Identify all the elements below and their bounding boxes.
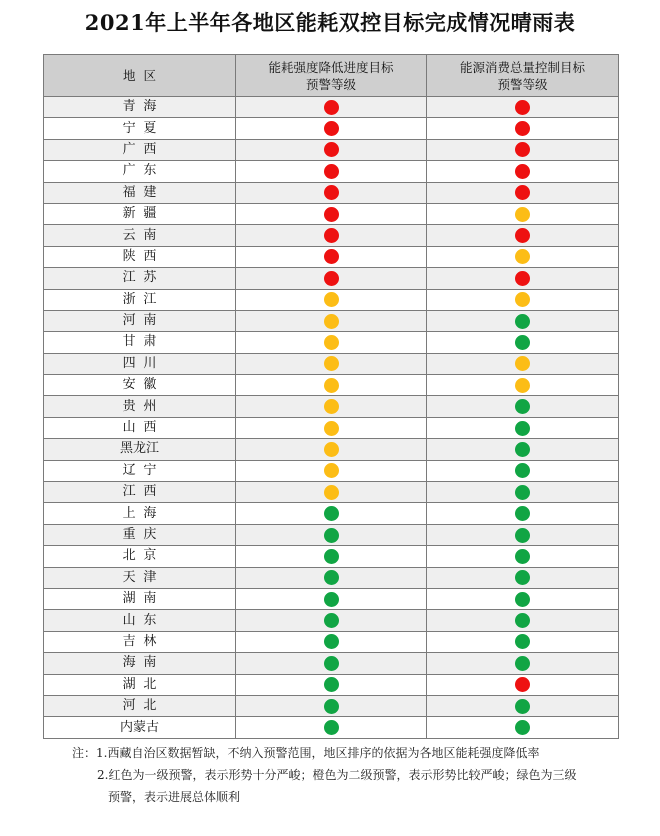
warning-dot-red: [324, 185, 339, 200]
footnote-1: 注：1.西藏自治区数据暂缺，不纳入预警范围，地区排序的依据为各地区能耗强度降低率: [72, 746, 540, 760]
region-cell: [44, 289, 236, 310]
region-cell: [44, 182, 236, 203]
table-row: [44, 524, 619, 545]
region-cell: [44, 268, 236, 289]
table-row: [44, 203, 619, 224]
region-cell: [44, 203, 236, 224]
intensity-warning-cell: [236, 567, 427, 588]
region-cell: [44, 225, 236, 246]
warning-dot-orange: [324, 292, 339, 307]
warning-dot-orange: [324, 335, 339, 350]
total-warning-cell: [427, 396, 619, 417]
intensity-warning-cell: [236, 460, 427, 481]
warning-dot-green: [515, 699, 530, 714]
intensity-warning-cell: [236, 161, 427, 182]
total-warning-cell: [427, 118, 619, 139]
table-header-row: [44, 55, 619, 97]
warning-dot-green: [324, 506, 339, 521]
total-warning-cell: [427, 310, 619, 331]
region-name: 陕西: [122, 248, 165, 264]
region-name: 广西: [122, 141, 165, 157]
warning-dot-orange: [324, 463, 339, 478]
warning-dot-green: [515, 399, 530, 414]
warning-dot-green: [515, 506, 530, 521]
warning-dot-green: [324, 720, 339, 735]
region-cell: [44, 97, 236, 118]
warning-dot-green: [324, 592, 339, 607]
intensity-warning-cell: [236, 268, 427, 289]
region-cell: [44, 503, 236, 524]
table-row: [44, 588, 619, 609]
intensity-warning-cell: [236, 503, 427, 524]
warning-dot-green: [515, 549, 530, 564]
region-name: 河南: [122, 313, 165, 329]
header-intensity-line1: 能耗强度降低进度目标: [268, 59, 394, 75]
intensity-warning-cell: [236, 631, 427, 652]
intensity-warning-cell: [236, 717, 427, 738]
warning-dot-red: [324, 207, 339, 222]
table-row: [44, 268, 619, 289]
warning-dot-green: [515, 570, 530, 585]
intensity-warning-cell: [236, 610, 427, 631]
warning-dot-green: [324, 656, 339, 671]
region-cell: [44, 546, 236, 567]
table-row: [44, 310, 619, 331]
warning-dot-orange: [324, 378, 339, 393]
region-name: 湖南: [122, 591, 165, 607]
table-row: [44, 631, 619, 652]
region-name: 宁夏: [122, 120, 165, 136]
region-name: 辽宁: [122, 462, 165, 478]
intensity-warning-cell: [236, 653, 427, 674]
total-warning-cell: [427, 610, 619, 631]
region-name: 海南: [122, 655, 165, 671]
warning-dot-green: [324, 549, 339, 564]
warning-dot-orange: [515, 249, 530, 264]
warning-dot-green: [515, 613, 530, 628]
region-name: 江西: [122, 484, 165, 500]
region-cell: [44, 460, 236, 481]
warning-dot-green: [515, 335, 530, 350]
region-name: 云南: [122, 227, 165, 243]
total-warning-cell: [427, 97, 619, 118]
region-cell: [44, 588, 236, 609]
region-name: 甘肃: [122, 334, 165, 350]
warning-dot-green: [324, 528, 339, 543]
intensity-warning-cell: [236, 353, 427, 374]
table-row: [44, 246, 619, 267]
warning-dot-orange: [515, 207, 530, 222]
region-name: 内蒙古: [119, 719, 159, 735]
region-cell: [44, 631, 236, 652]
intensity-warning-cell: [236, 246, 427, 267]
warning-dot-orange: [324, 485, 339, 500]
total-warning-cell: [427, 503, 619, 524]
region-cell: [44, 396, 236, 417]
warning-dot-red: [324, 121, 339, 136]
table-row: [44, 97, 619, 118]
table-body: [44, 97, 619, 739]
region-cell: [44, 118, 236, 139]
total-warning-cell: [427, 417, 619, 438]
total-warning-cell: [427, 139, 619, 160]
warning-dot-orange: [324, 421, 339, 436]
region-cell: [44, 717, 236, 738]
table-row: [44, 225, 619, 246]
region-name: 黑龙江: [119, 441, 159, 457]
table-row: [44, 610, 619, 631]
warning-dot-orange: [324, 442, 339, 457]
region-cell: [44, 332, 236, 353]
table-row: [44, 353, 619, 374]
region-name: 上海: [122, 505, 165, 521]
header-total-line2: 预警等级: [497, 76, 548, 92]
warning-dot-green: [324, 613, 339, 628]
warning-dot-red: [324, 142, 339, 157]
table-row: [44, 460, 619, 481]
region-cell: [44, 353, 236, 374]
warning-dot-green: [324, 570, 339, 585]
total-warning-cell: [427, 203, 619, 224]
region-cell: [44, 310, 236, 331]
total-warning-cell: [427, 353, 619, 374]
warning-dot-red: [324, 164, 339, 179]
table-row: [44, 161, 619, 182]
region-name: 山西: [122, 420, 165, 436]
region-name: 广东: [122, 163, 165, 179]
intensity-warning-cell: [236, 310, 427, 331]
warning-dot-orange: [324, 399, 339, 414]
intensity-warning-cell: [236, 417, 427, 438]
intensity-warning-cell: [236, 439, 427, 460]
warning-dot-red: [515, 185, 530, 200]
header-total-line1: 能源消费总量控制目标: [459, 59, 585, 75]
table-row: [44, 695, 619, 716]
warning-dot-red: [515, 228, 530, 243]
region-name: 天津: [122, 569, 165, 585]
warning-dot-green: [324, 677, 339, 692]
warning-dot-orange: [324, 356, 339, 371]
region-name: 四川: [122, 355, 165, 371]
region-name: 湖北: [122, 676, 165, 692]
region-cell: [44, 610, 236, 631]
warning-dot-red: [324, 271, 339, 286]
intensity-warning-cell: [236, 588, 427, 609]
total-warning-cell: [427, 674, 619, 695]
region-name: 贵州: [122, 398, 165, 414]
region-name: 山东: [122, 612, 165, 628]
warning-dot-green: [515, 528, 530, 543]
warning-dot-red: [324, 228, 339, 243]
total-warning-cell: [427, 439, 619, 460]
header-total-warning: [427, 55, 619, 97]
total-warning-cell: [427, 182, 619, 203]
warning-dot-orange: [515, 292, 530, 307]
warning-dot-green: [515, 421, 530, 436]
footnote-2-continued: 预警，表示进展总体顺利: [108, 790, 241, 804]
warning-dot-green: [515, 592, 530, 607]
region-cell: [44, 524, 236, 545]
region-name: 安徽: [122, 377, 165, 393]
intensity-warning-cell: [236, 139, 427, 160]
warning-dot-red: [324, 249, 339, 264]
table-row: [44, 289, 619, 310]
total-warning-cell: [427, 460, 619, 481]
table-row: [44, 503, 619, 524]
table-row: [44, 439, 619, 460]
region-cell: [44, 139, 236, 160]
region-cell: [44, 417, 236, 438]
warning-dot-green: [515, 634, 530, 649]
total-warning-cell: [427, 225, 619, 246]
total-warning-cell: [427, 268, 619, 289]
warning-dot-green: [515, 463, 530, 478]
region-cell: [44, 375, 236, 396]
table-row: [44, 417, 619, 438]
total-warning-cell: [427, 332, 619, 353]
region-cell: [44, 439, 236, 460]
total-warning-cell: [427, 289, 619, 310]
warning-dot-green: [515, 314, 530, 329]
total-warning-cell: [427, 246, 619, 267]
page-title: 2021年上半年各地区能耗双控目标完成情况晴雨表: [84, 10, 576, 35]
warning-dot-green: [515, 442, 530, 457]
total-warning-cell: [427, 546, 619, 567]
region-name: 重庆: [122, 527, 165, 542]
table-row: [44, 717, 619, 738]
region-cell: [44, 674, 236, 695]
warning-dot-red: [515, 271, 530, 286]
region-cell: [44, 567, 236, 588]
warning-dot-orange: [515, 356, 530, 371]
table-row: [44, 674, 619, 695]
table-row: [44, 396, 619, 417]
header-region-label: 地 区: [123, 68, 156, 83]
intensity-warning-cell: [236, 674, 427, 695]
intensity-warning-cell: [236, 182, 427, 203]
intensity-warning-cell: [236, 97, 427, 118]
warning-dot-red: [515, 677, 530, 692]
warning-dot-green: [515, 485, 530, 500]
total-warning-cell: [427, 482, 619, 503]
warning-dot-green: [324, 699, 339, 714]
intensity-warning-cell: [236, 524, 427, 545]
warning-dot-red: [515, 121, 530, 136]
table-row: [44, 118, 619, 139]
intensity-warning-cell: [236, 332, 427, 353]
warning-dot-orange: [515, 378, 530, 393]
region-name: 新疆: [122, 206, 165, 222]
header-region: [44, 55, 236, 97]
total-warning-cell: [427, 524, 619, 545]
warning-dot-red: [515, 142, 530, 157]
footnotes: [72, 742, 632, 808]
total-warning-cell: [427, 695, 619, 716]
table-row: [44, 546, 619, 567]
warning-dot-orange: [324, 314, 339, 329]
warning-dot-green: [324, 634, 339, 649]
warning-dot-green: [515, 720, 530, 735]
intensity-warning-cell: [236, 396, 427, 417]
region-name: 青海: [122, 99, 165, 115]
total-warning-cell: [427, 567, 619, 588]
warning-table: [43, 54, 619, 739]
warning-dot-red: [515, 164, 530, 179]
total-warning-cell: [427, 717, 619, 738]
region-name: 江苏: [122, 270, 165, 286]
total-warning-cell: [427, 631, 619, 652]
total-warning-cell: [427, 375, 619, 396]
footnote-2: 2.红色为一级预警，表示形势十分严峻；橙色为二级预警，表示形势比较严峻；绿色为三级: [97, 768, 577, 782]
table-row: [44, 139, 619, 160]
total-warning-cell: [427, 653, 619, 674]
table-row: [44, 182, 619, 203]
table-row: [44, 375, 619, 396]
region-name: 河北: [122, 698, 165, 714]
warning-dot-red: [515, 100, 530, 115]
intensity-warning-cell: [236, 375, 427, 396]
total-warning-cell: [427, 161, 619, 182]
region-cell: [44, 482, 236, 503]
table-row: [44, 482, 619, 503]
header-intensity-line2: 预警等级: [305, 76, 356, 92]
table-row: [44, 653, 619, 674]
intensity-warning-cell: [236, 118, 427, 139]
table-row: [44, 567, 619, 588]
intensity-warning-cell: [236, 695, 427, 716]
region-cell: [44, 653, 236, 674]
total-warning-cell: [427, 588, 619, 609]
region-name: 北京: [122, 548, 165, 564]
warning-dot-green: [515, 656, 530, 671]
region-name: 福建: [122, 184, 165, 200]
table-row: [44, 332, 619, 353]
region-cell: [44, 695, 236, 716]
region-cell: [44, 161, 236, 182]
warning-dot-red: [324, 100, 339, 115]
region-cell: [44, 246, 236, 267]
region-name: 吉林: [122, 633, 165, 649]
intensity-warning-cell: [236, 203, 427, 224]
intensity-warning-cell: [236, 225, 427, 246]
region-name: 浙江: [122, 291, 165, 307]
header-intensity-warning: [236, 55, 427, 97]
intensity-warning-cell: [236, 289, 427, 310]
intensity-warning-cell: [236, 546, 427, 567]
intensity-warning-cell: [236, 482, 427, 503]
